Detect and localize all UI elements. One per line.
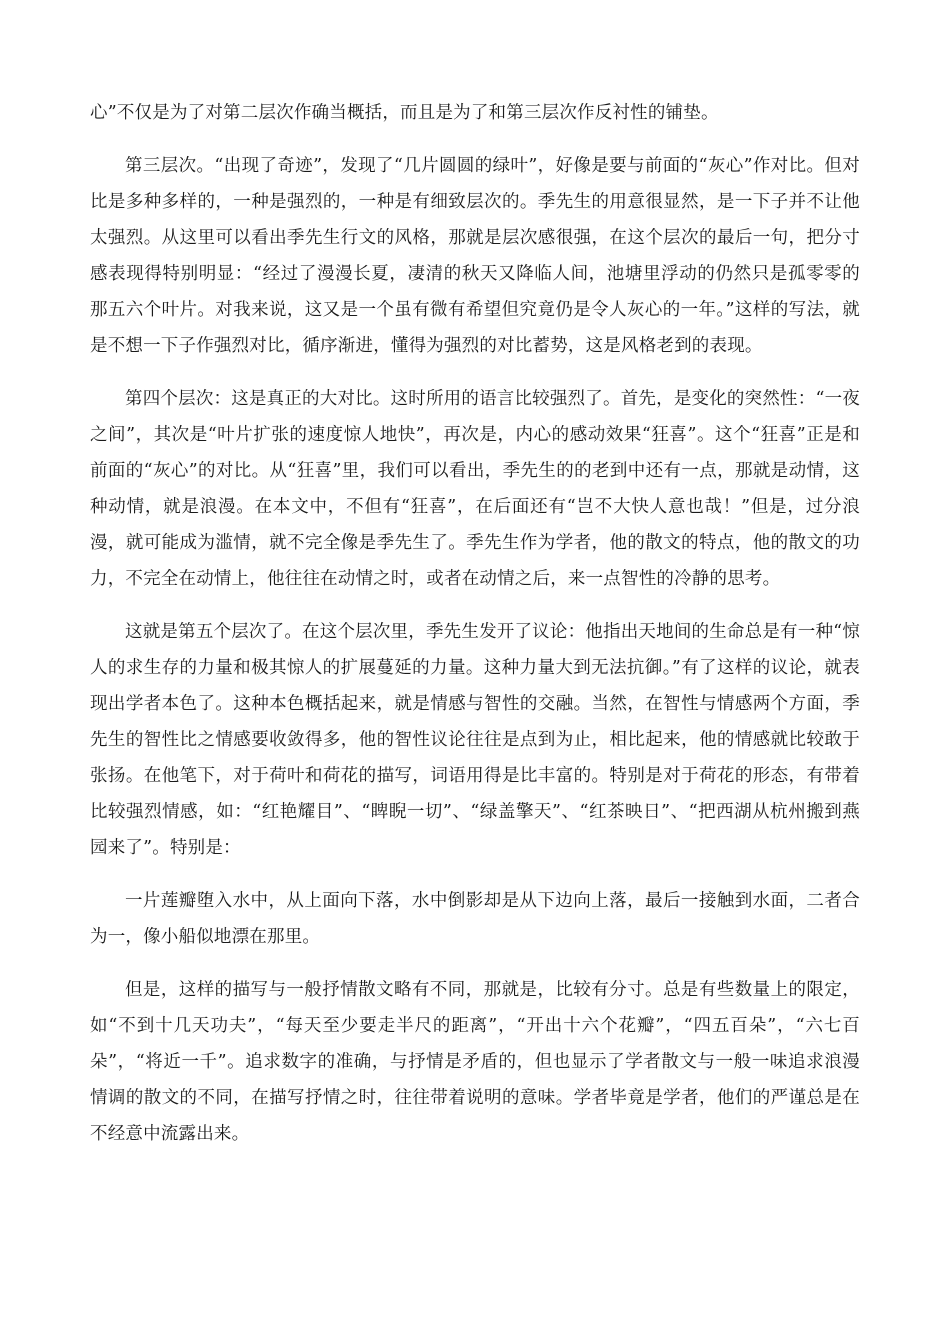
paragraph-third-level: 第三层次。“出现了奇迹”，发现了“几片圆圆的绿叶”，好像是要与前面的“灰心”作对比。但对比是多种多样的，一种是强烈的，一种是有细致层次的。季先生的用意很显然，是一下子并不让他太强烈。从这里可以看出季先生行文的风格，那就是层次感很强，在这个层次的最后一句，把分寸感表现得特别明显：“经过了漫漫长夏，凄清的秋天又降临人间，池塘里浮动的仍然只是孤零零的那五六个叶片。对我来说，这又是一个虽有微有希望但究竟仍是令人灰心的一年。”这样的写法，就是不想一下子作强烈对比，循序渐进，懂得为强烈的对比蓄势，这是风格老到的表现。 — [90, 156, 860, 356]
paragraph-fourth-level: 第四个层次：这是真正的大对比。这时所用的语言比较强烈了。首先，是变化的突然性：“一夜之间”，其次是“叶片扩张的速度惊人地快”，再次是，内心的感动效果“狂喜”。这个“狂喜”正是和前面的“灰心”的对比。从“狂喜”里，我们可以看出，季先生的的老到中还有一点，那就是动情，这种动情，就是浪漫。在本文中，不但有“狂喜”，在后面还有“岂不大快人意也哉！”但是，过分浪漫，就可能成为滥情，就不完全像是季先生了。季先生作为学者，他的散文的特点，他的散文的功力，不完全在动情上，他往往在动情之时，或者在动情之后，来一点智性的冷静的思考。 — [90, 389, 860, 589]
paragraph-continuation: 心”不仅是为了对第二层次作确当概括，而且是为了和第三层次作反衬性的铺垫。 — [90, 103, 719, 123]
paragraph-conclusion: 但是，这样的描写与一般抒情散文略有不同，那就是，比较有分寸。总是有些数量上的限定，如“不到十几天功夫”，“每天至少要走半尺的距离”，“开出十六个花瓣”，“四五百朵”，“六七百朵”，“将近一千”。追求数字的准确，与抒情是矛盾的，但也显示了学者散文与一般一味追求浪漫情调的散文的不同，在描写抒情之时，往往带着说明的意味。学者毕竟是学者，他们的严谨总是在不经意中流露出来。 — [90, 980, 860, 1144]
paragraph-fifth-level: 这就是第五个层次了。在这个层次里，季先生发开了议论：他指出天地间的生命总是有一种“惊人的求生存的力量和极其惊人的扩展蔓延的力量。这种力量大到无法抗御。”有了这样的议论，就表现出学者本色了。这种本色概括起来，就是情感与智性的交融。当然，在智性与情感两个方面，季先生的智性比之情感要收敛得多，他的智性议论往往是点到为止，相比起来，他的情感就比较敢于张扬。在他笔下，对于荷叶和荷花的描写，词语用得是比丰富的。特别是对于荷花的形态，有带着比较强烈情感，如：“红艳耀目”、“睥睨一切”、“绿盖擎天”、“红茶映日”、“把西湖从杭州搬到燕园来了”。特别是： — [90, 622, 860, 858]
document-page — [90, 95, 860, 1169]
paragraph-quoted-excerpt: 一片莲瓣堕入水中，从上面向下落，水中倒影却是从下边向上落，最后一接触到水面，二者合为一，像小船似地漂在那里。 — [90, 891, 860, 947]
